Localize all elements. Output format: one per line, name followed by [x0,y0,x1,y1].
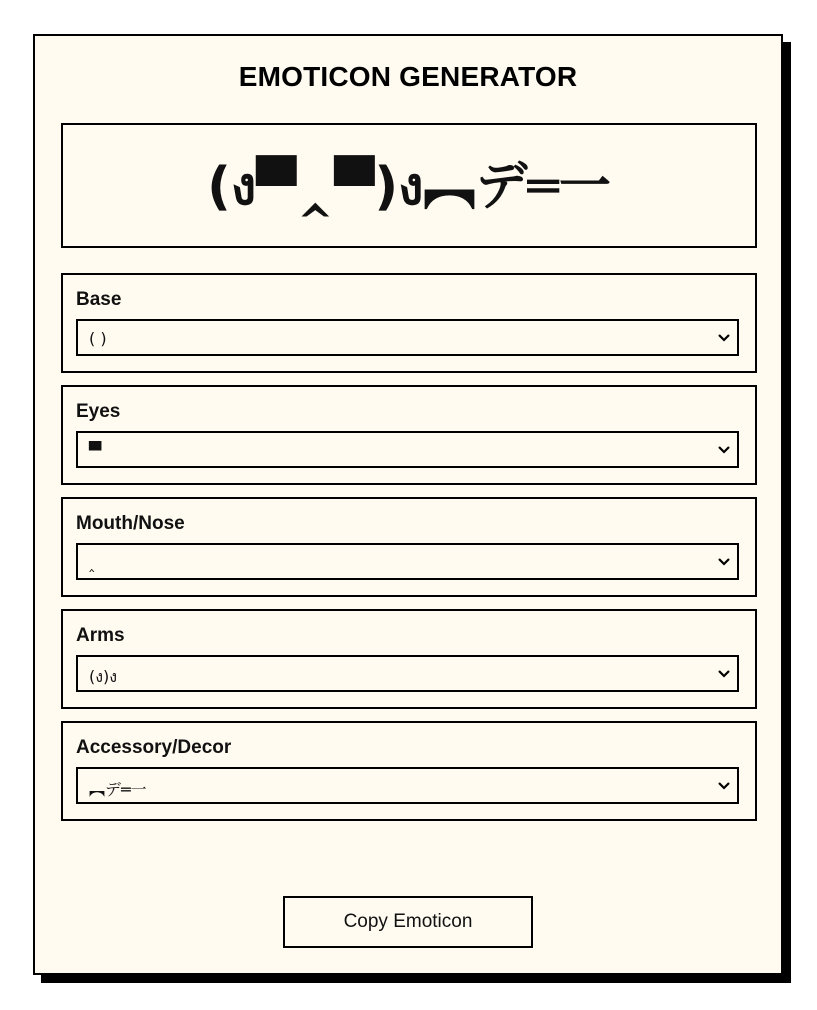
chevron-down-icon [717,444,731,456]
base-label: Base [76,289,122,310]
generator-card [33,34,783,975]
arms-select[interactable] [76,655,739,692]
emoticon-preview-text: (ง▀‸▀)ง︻デ═一 [207,157,611,217]
base-select-value: ( ) [89,329,107,348]
eyes-select[interactable] [76,431,739,468]
mouth-nose-label: Mouth/Nose [76,513,185,534]
accessory-label: Accessory/Decor [76,737,232,758]
mouth-nose-select-value: ‸ [89,553,95,572]
accessory-select[interactable] [76,767,739,804]
page-title: EMOTICON GENERATOR [238,61,578,92]
arms-select-value: (ง)ง [89,667,118,686]
arms-field-group [61,609,757,709]
chevron-down-icon [717,780,731,792]
eyes-field-group [61,385,757,485]
arms-label: Arms [76,625,125,646]
accessory-select-value: ︻デ═一 [89,780,147,799]
chevron-down-icon [717,556,731,568]
mouth-nose-select[interactable] [76,543,739,580]
base-field-group [61,273,757,373]
emoticon-preview [61,123,757,248]
base-select[interactable] [76,319,739,356]
copy-emoticon-button[interactable]: Copy Emoticon [283,896,533,948]
chevron-down-icon [717,668,731,680]
mouth-nose-field-group [61,497,757,597]
eyes-label: Eyes [76,401,121,422]
chevron-down-icon [717,332,731,344]
eyes-select-value: ▀ [89,441,102,460]
accessory-field-group [61,721,757,821]
